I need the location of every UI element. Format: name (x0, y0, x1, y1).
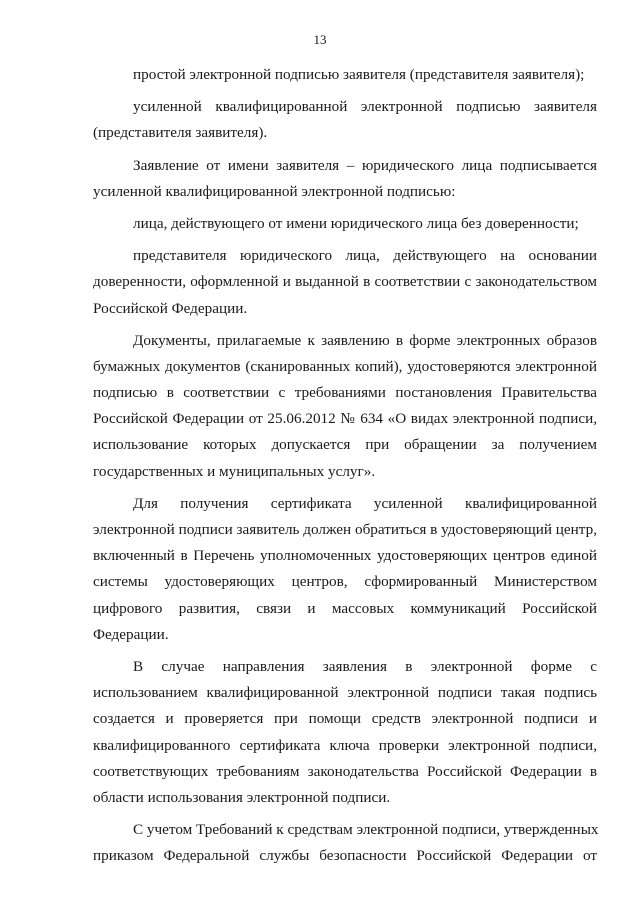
text-line: Документы, прилагаемые к заявлению в форме электронных образов (133, 331, 597, 349)
paragraph (93, 153, 597, 205)
paragraph (93, 211, 597, 237)
text-line: системы удостоверяющих центров, сформированный Министерством (93, 573, 597, 591)
text-line: использование которых допускается при обращении за получением (93, 436, 597, 454)
text-line: соответствующих требованиям законодательства Российской Федерации в (93, 762, 597, 780)
text-line: (представителя заявителя). (93, 124, 268, 142)
text-line: включенный в Перечень уполномоченных удостоверяющих центров единой (93, 547, 597, 565)
text-line: усиленной квалифицированной электронной подписью: (93, 182, 456, 200)
text-line: представителя юридического лица, действующего на основании (133, 247, 597, 265)
paragraph (93, 491, 597, 648)
document-body (93, 62, 597, 869)
text-line: лица, действующего от имени юридического лица без доверенности; (133, 214, 579, 232)
text-line: электронной подписи заявитель должен обратиться в удостоверяющий центр, (93, 521, 597, 538)
text-line: цифрового развития, связи и массовых коммуникаций Российской (93, 599, 597, 617)
text-line: приказом Федеральной службы безопасности Российской Федерации от (93, 847, 597, 865)
paragraph (93, 243, 597, 322)
text-line: использованием квалифицированной электронной подписи такая подпись (93, 684, 597, 702)
text-line: создается и проверяется при помощи средств электронной подписи и (93, 710, 597, 728)
text-line: бумажных документов (сканированных копий), удостоверяются электронной (93, 357, 597, 375)
paragraph (93, 654, 597, 811)
text-line: доверенности, оформленной и выданной в соответствии с законодательством (93, 273, 597, 291)
text-line: усиленной квалифицированной электронной подписью заявителя (133, 98, 597, 116)
text-line: В случае направления заявления в электронной форме с (133, 657, 597, 675)
text-line: простой электронной подписью заявителя (представителя заявителя); (133, 66, 585, 83)
page-number: 13 (313, 32, 327, 47)
text-line: Российской Федерации от 25.06.2012 № 634 «О видах электронной подписи, (93, 410, 597, 428)
text-line: С учетом Требований к средствам электронной подписи, утвержденных (133, 821, 599, 839)
text-line: квалифицированного сертификата ключа проверки электронной подписи, (93, 736, 597, 754)
text-line: области использования электронной подписи. (93, 788, 391, 806)
text-line: государственных и муниципальных услуг». (93, 462, 376, 480)
text-line: подписью в соответствии с требованиями постановления Правительства (93, 384, 597, 402)
paragraph (93, 328, 597, 485)
text-line: Для получения сертификата усиленной квалифицированной (133, 494, 597, 512)
text-line: Заявление от имени заявителя – юридического лица подписывается (133, 156, 597, 174)
text-line: Российской Федерации. (93, 299, 248, 317)
paragraph (93, 62, 597, 88)
text-line: Федерации. (93, 625, 169, 643)
paragraph (93, 94, 597, 146)
paragraph (93, 817, 597, 869)
